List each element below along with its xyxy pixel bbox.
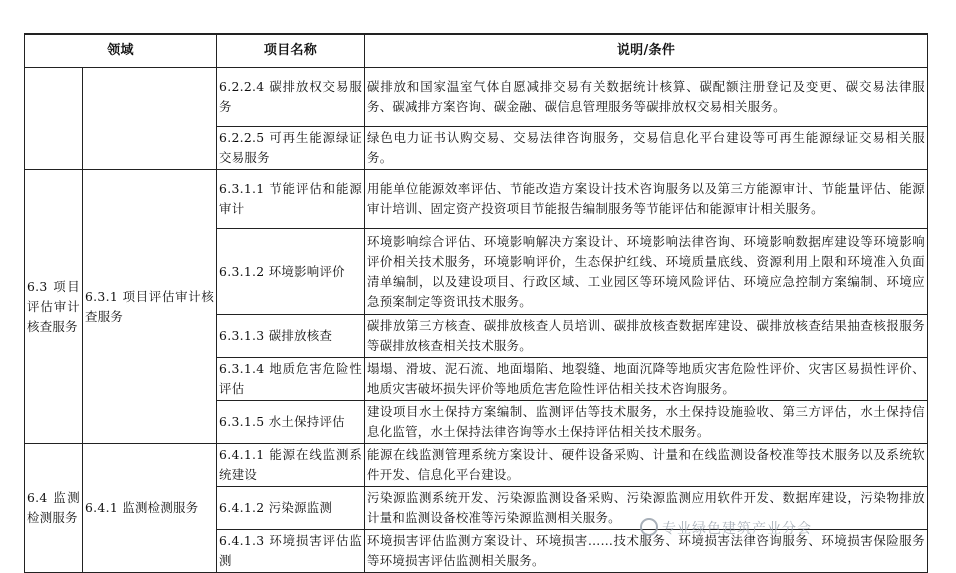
header-description: 说明/条件: [365, 34, 928, 68]
field-level1-cell: 6.3 项目评估审计核查服务: [25, 170, 83, 444]
empty-subfield-cell: [83, 68, 217, 170]
project-name-cell: 6.3.1.4 地质危害危险性评估: [217, 358, 365, 401]
project-name-cell: 6.3.1.5 水土保持评估: [217, 401, 365, 444]
description-cell: 能源在线监测管理系统方案设计、硬件设备采购、计量和在线监测设备校准等技术服务以及系统软件开发、信息化平台建设。: [365, 444, 928, 487]
description-cell: 绿色电力证书认购交易、交易法律咨询服务，交易信息化平台建设等可再生能源绿证交易相关服务。: [365, 127, 928, 170]
description-cell: 环境影响综合评估、环境影响解决方案设计、环境影响法律咨询、环境影响数据库建设等环境影响评价相关技术服务，环境影响评价，生态保护红线、环境质量底线、资源利用上限和环境准入负面清单编制，以及建设项目、行政区域、工业园区等环境风险评估、环境应急控制方案编制、环境应急预案制定等资讯技术服务。: [365, 229, 928, 315]
project-name-cell: 6.3.1.3 碳排放核查: [217, 315, 365, 358]
table-header-row: [25, 34, 928, 68]
table-row: [25, 170, 928, 229]
field-level2-cell: 6.4.1 监测检测服务: [83, 444, 217, 573]
description-cell: 用能单位能源效率评估、节能改造方案设计技术咨询服务以及第三方能源审计、节能量评估、能源审计培训、固定资产投资项目节能报告编制服务等节能评估和能源审计相关服务。: [365, 170, 928, 229]
description-cell: 环境损害评估监测方案设计、环境损害……技术服务、环境损害法律咨询服务、环境损害保险服务等环境损害评估监测相关服务。: [365, 530, 928, 573]
project-name-cell: 6.2.2.5 可再生能源绿证交易服务: [217, 127, 365, 170]
project-name-cell: 6.2.2.4 碳排放权交易服务: [217, 68, 365, 127]
field-level1-cell: 6.4 监测检测服务: [25, 444, 83, 573]
watermark: [640, 518, 812, 538]
description-cell: 污染源监测系统开发、污染源监测设备采购、污染源监测应用软件开发、数据库建设，污染物排放计量和监测设备校准等污染源监测相关服务。: [365, 487, 928, 530]
watermark-text: 专业绿色建筑产业分会: [662, 521, 812, 537]
project-name-cell: 6.3.1.1 节能评估和能源审计: [217, 170, 365, 229]
project-name-cell: 6.4.1.3 环境损害评估监测: [217, 530, 365, 573]
project-name-cell: 6.4.1.1 能源在线监测系统建设: [217, 444, 365, 487]
header-project-name: 项目名称: [217, 34, 365, 68]
description-cell: 塌塌、滑坡、泥石流、地面塌陷、地裂缝、地面沉降等地质灾害危险性评价、灾害区易损性评价、地质灾害破坏损失评价等地质危害危险性评估相关技术咨询服务。: [365, 358, 928, 401]
header-field: 领域: [25, 34, 217, 68]
description-cell: 建设项目水土保持方案编制、监测评估等技术服务，水土保持设施验收、第三方评估，水土保持信息化监管，水土保持法律咨询等水土保持评估相关技术服务。: [365, 401, 928, 444]
empty-field-cell: [25, 68, 83, 170]
field-level2-cell: 6.3.1 项目评估审计核查服务: [83, 170, 217, 444]
catalog-table: [24, 33, 928, 573]
project-name-cell: 6.3.1.2 环境影响评价: [217, 229, 365, 315]
project-name-cell: 6.4.1.2 污染源监测: [217, 487, 365, 530]
description-cell: 碳排放第三方核查、碳排放核查人员培训、碳排放核查数据库建设、碳排放核查结果抽查核报服务等碳排放核查相关技术服务。: [365, 315, 928, 358]
description-cell: 碳排放和国家温室气体自愿减排交易有关数据统计核算、碳配额注册登记及变更、碳交易法律服务、碳减排方案咨询、碳金融、碳信息管理服务等碳排放权交易相关服务。: [365, 68, 928, 127]
wechat-logo-icon: [640, 518, 658, 536]
table-row: [25, 444, 928, 487]
table-row: [25, 68, 928, 127]
